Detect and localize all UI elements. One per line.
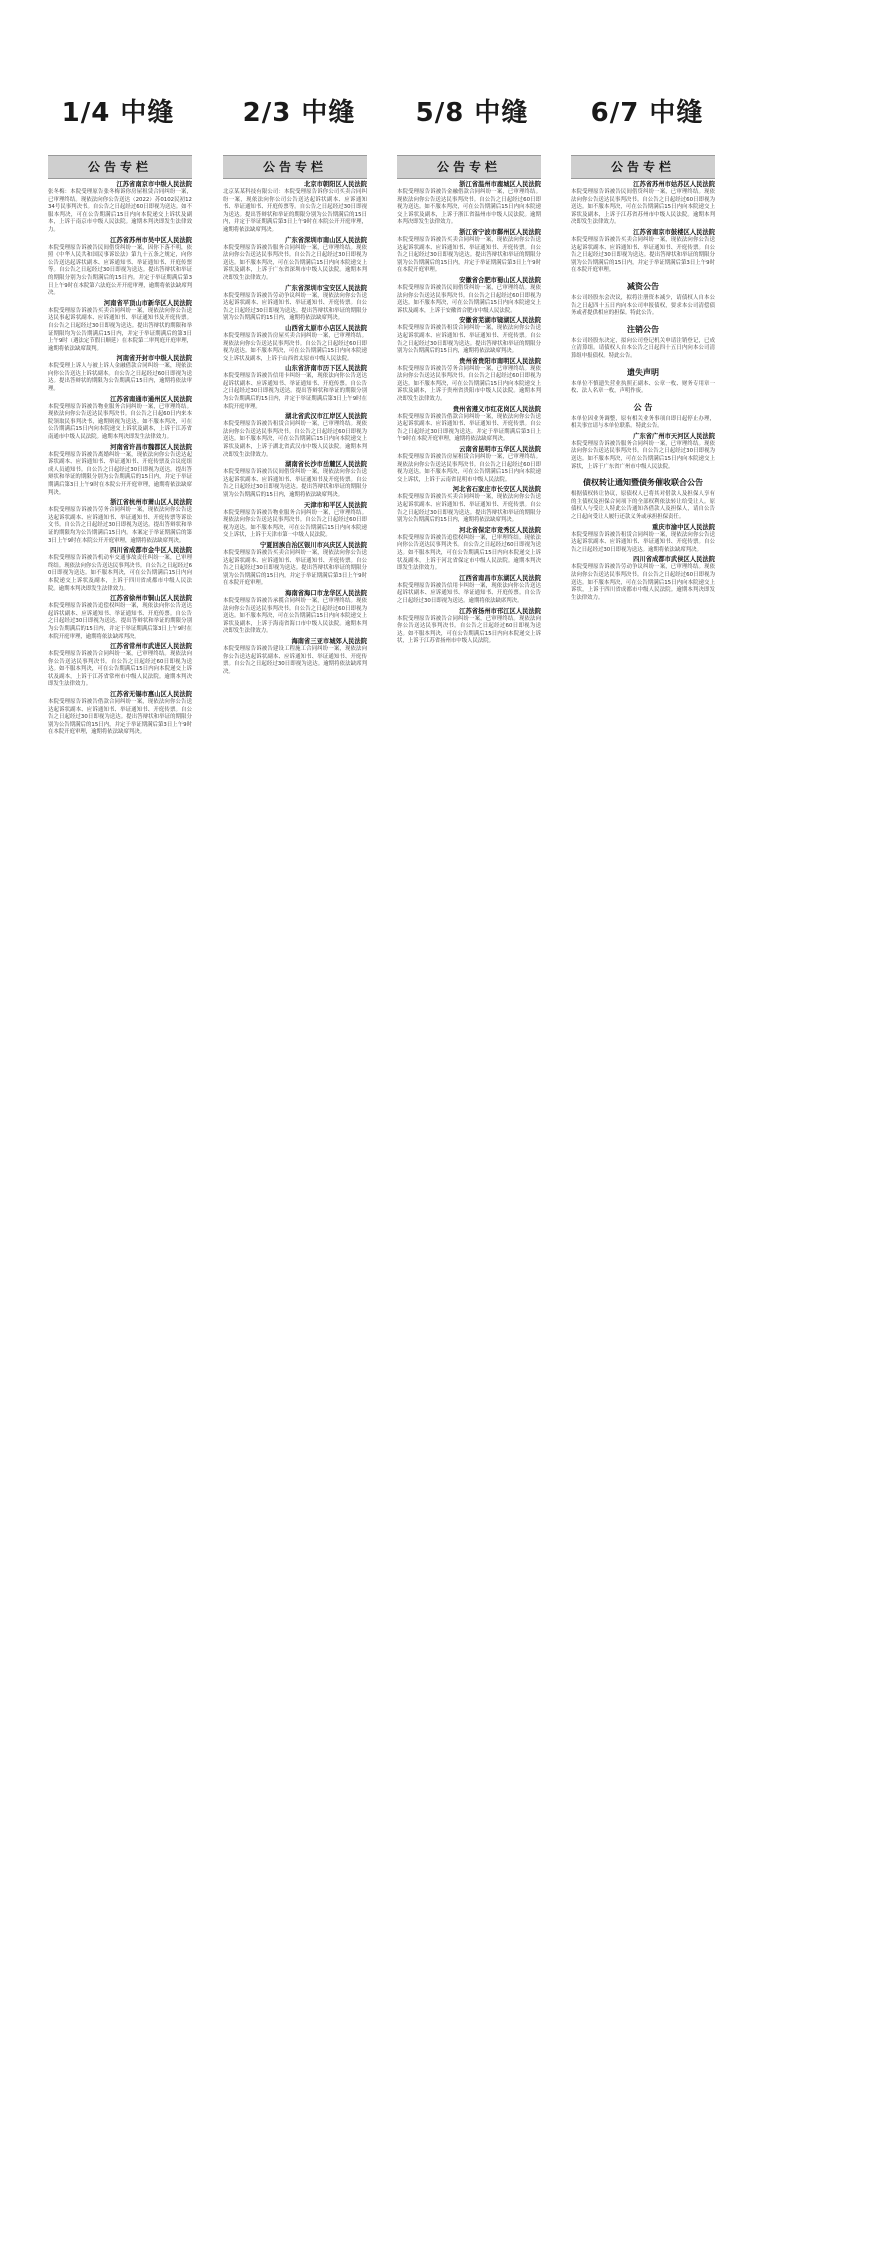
notice-item xyxy=(397,229,541,275)
notice-item xyxy=(397,358,541,404)
notice-title: 湖北省武汉市江岸区人民法院 xyxy=(285,413,367,421)
notice-text: 本院受理原告诉被告民间借贷纠纷一案，已审理终结。现依法向你公告送达民事判决书。自公告之日起经过60日即视为送达。如不服本判决，可在公告期满后15日内向本院递交上诉状及副本，上诉于安徽省合肥市中级人民法院。 xyxy=(397,284,541,314)
notice-item xyxy=(48,181,192,235)
notice-column-1 xyxy=(48,155,192,2235)
notice-item xyxy=(571,181,715,227)
column-header: 公告专栏 xyxy=(223,155,367,179)
notice-item xyxy=(48,300,192,354)
notice-text: 根据债权转让协议，原债权人已将其对借款人及担保人享有的主债权及担保合同项下的全部权利依法转让给受让人。原债权人与受让人特此公告通知各借款人及担保人，请自公告之日起向受让人履行还款义务或承担担保责任。 xyxy=(571,491,715,521)
notice-text: 本单位不慎遗失营业执照正副本、公章一枚、财务专用章一枚、法人名章一枚，声明作废。 xyxy=(571,380,715,395)
notice-title: 江苏省南京市中级人民法院 xyxy=(116,181,192,188)
notice-text: 本院受理原告诉被告金融借款合同纠纷一案，已审理终结。现依法向你公告送达民事判决书。自公告之日起经过60日即视为送达。如不服本判决，可在公告期满后15日内向本院递交上诉状及副本，上诉于浙江省温州市中级人民法院。逾期本判决即发生法律效力。 xyxy=(397,189,541,226)
notice-item xyxy=(48,595,192,641)
notice-title: 债权转让通知暨债务催收联合公告 xyxy=(583,478,703,488)
notice-item xyxy=(397,406,541,444)
notice-text: 本院受理原告诉被告借款合同纠纷一案，现依法向你公告送达起诉状副本、应诉通知书、举证通知书、开庭传票。自公告之日起经过30日即视为送达。提出答辩状和举证的期限分别为公告期满后的15日内，并定于举证期满后第3日上午9时在本院开庭审理，逾期将依法缺席判决。 xyxy=(48,699,192,736)
notice-item xyxy=(48,396,192,442)
notice-column-4 xyxy=(571,155,715,2235)
notice-title: 安徽省合肥市蜀山区人民法院 xyxy=(459,276,541,284)
notice-text: 本院受理原告诉被告承揽合同纠纷一案，已审理终结。现依法向你公告送达民事判决书。自公告之日起经过60日即视为送达。如不服本判决，可在公告期满后15日内向本院递交上诉状及副本，上诉于海南省海口市中级人民法院。逾期本判决即发生法律效力。 xyxy=(223,597,367,635)
notice-title: 浙江省温州市鹿城区人民法院 xyxy=(459,181,541,188)
notice-item xyxy=(223,461,367,499)
notice-item xyxy=(48,444,192,498)
notice-item xyxy=(48,355,192,393)
notice-item xyxy=(571,281,715,318)
column-title-3: 5/8 中缝 xyxy=(415,98,529,128)
notice-text: 本院受理原告诉被告租赁合同纠纷一案，已审理终结。现依法向你公告送达民事判决书。自公告之日起经过60日即视为送达。如不服本判决，可在公告期满后15日内向本院递交上诉状及副本，上诉于湖北省武汉市中级人民法院。逾期本判决即发生法律效力。 xyxy=(223,421,367,458)
notice-item xyxy=(571,324,715,361)
column-title-2: 2/3 中缝 xyxy=(242,98,356,128)
column-body xyxy=(48,179,192,2235)
notice-text: 本院受理原告诉被告租赁合同纠纷一案，现依法向你公告送达起诉状副本、应诉通知书、举证通知书、开庭传票。自公告之日起经过30日即视为送达。逾期将依法缺席判决。 xyxy=(571,531,715,553)
notice-item xyxy=(397,608,541,646)
column-header: 公告专栏 xyxy=(571,155,715,179)
notice-title: 广东省广州市天河区人民法院 xyxy=(633,432,715,440)
notice-text: 本院受理原告诉被告合同纠纷一案，已审理终结。现依法向你公告送达民事判决书。自公告之日起经过60日即视为送达。如不服本判决，可在公告期满后15日内向本院递交上诉状，上诉于江苏省扬州市中级人民法院。 xyxy=(397,615,541,645)
column-body xyxy=(397,179,541,2235)
notice-title: 海南省海口市龙华区人民法院 xyxy=(285,589,367,597)
notice-title: 重庆市渝中区人民法院 xyxy=(652,523,715,531)
notice-text: 本院受理原告诉被告服务合同纠纷一案，已审理终结。现依法向你公告送达民事判决书。自公告之日起经过30日即视为送达。如不服本判决，可在公告期满后15日内向本院递交上诉状及副本，上诉于广东省深圳市中级人民法院。逾期本判决即发生法律效力。 xyxy=(223,244,367,281)
notice-text: 本院受理原告诉被告物业服务合同纠纷一案，已审理终结。现依法向你公告送达民事判决书。自公告之日起经过60日即视为送达。如不服本判决，可在公告期满后15日内向本院递交上诉状，上诉于天津市第一中级人民法院。 xyxy=(223,509,367,539)
notice-title: 贵州省贵阳市南明区人民法院 xyxy=(459,357,541,365)
notice-text: 本院受理原告诉被告买卖合同纠纷一案，现依法向你公告送达起诉状副本、应诉通知书、举证通知书、开庭传票。自公告之日起经过30日即视为送达。提出答辩状和举证的期限分别为公告期满后的15日内，逾期将依法缺席判决。 xyxy=(397,494,541,524)
notice-title: 江西省南昌市东湖区人民法院 xyxy=(459,574,541,582)
notice-title: 江苏省扬州市邗江区人民法院 xyxy=(459,607,541,615)
notice-title: 河北省保定市竞秀区人民法院 xyxy=(459,526,541,534)
notice-title: 河北省石家庄市长安区人民法院 xyxy=(452,486,541,494)
notice-title: 广东省深圳市宝安区人民法院 xyxy=(285,284,367,292)
notice-text: 本院受理原告诉被告离婚纠纷一案，现依法向你公告送达起诉状副本、应诉通知书、举证通知书、开庭传票及合议庭组成人员通知书。自公告之日起经过30日即视为送达。提出答辩状和举证的期限分别为公告期满后的15日内，并定于举证期满后第3日上午9时在本院公开开庭审理，逾期将依法缺席判决。 xyxy=(48,451,192,496)
notice-title: 江苏省南京市鼓楼区人民法院 xyxy=(633,228,715,236)
notice-item xyxy=(571,229,715,275)
notice-text: 本院受理原告诉被告房屋租赁合同纠纷一案，已审理终结。现依法向你公告送达民事判决书。自公告之日起经过60日即视为送达。如不服本判决，可在公告期满后15日内向本院递交上诉状，上诉于云南省昆明市中级人民法院。 xyxy=(397,454,541,483)
notice-text: 本公司经股东会决议，拟将注册资本减少，请债权人自本公告之日起四十五日内向本公司申报债权，要求本公司清偿债务或者提供相应的担保。特此公告。 xyxy=(571,294,715,317)
notice-text: 本院受理原告诉被告机动车交通事故责任纠纷一案，已审理终结。现依法向你公告送达民事判决书。自公告之日起经过60日即视为送达。如不服本判决，可在公告期满后15日内向本院递交上诉状及副本，上诉于四川省成都市中级人民法院。逾期本判决即发生法律效力。 xyxy=(48,555,192,592)
column-header: 公告专栏 xyxy=(48,155,192,179)
notice-text: 本院受理原告诉被告买卖合同纠纷一案，现依法向你公告送达民事起诉状副本、应诉通知书、举证通知书及开庭传票。自公告之日起经过30日即视为送达。提出答辩状的期限和举证期限均为公告期满后15日内，并定于举证期满后的第3日上午9时（遇法定节假日顺延）在本院第二审判庭开庭审理，逾期将依法缺席裁判。 xyxy=(48,307,192,352)
notice-title: 注销公告 xyxy=(627,324,659,334)
notice-item xyxy=(397,446,541,484)
notice-title: 江苏省无锡市惠山区人民法院 xyxy=(110,691,192,699)
notice-text: 本院受理原告诉被告物业服务合同纠纷一案，已审理终结。现依法向你公告送达民事判决书。自公告之日起60日内来本院领取民事判决书，逾期则视为送达。如不服本判决，可在公告期满后15日内向本院递交上诉状及副本，上诉于江苏省南通市中级人民法院。逾期本判决即发生法律效力。 xyxy=(48,403,192,441)
notice-text: 北京某某科技有限公司：本院受理原告诉你公司买卖合同纠纷一案，现依法向你公司公告送达起诉状副本、应诉通知书、举证通知书、开庭传票等。自公告之日起经过30日即视为送达。提出答辩状和举证的期限分别为公告期满后的15日内，并定于举证期满后第3日上午9时在本院公开开庭审理，逾期将依法缺席判决。 xyxy=(223,189,367,233)
notice-title: 浙江省宁波市鄞州区人民法院 xyxy=(459,228,541,236)
notice-text: 本单位因业务调整，原有相关业务事项自即日起停止办理，相关事宜请与本单位联系。特此公告。 xyxy=(571,415,715,430)
notice-item xyxy=(223,502,367,540)
notice-title: 遗失声明 xyxy=(627,367,659,377)
notice-text: 本院受理原告诉被告信用卡纠纷一案，现依法向你公告送达起诉状副本、应诉通知书、举证通知书、开庭传票。自公告之日起经过30日即视为送达。逾期将依法缺席判决。 xyxy=(397,582,541,604)
notice-item xyxy=(48,643,192,689)
notice-title: 北京市朝阳区人民法院 xyxy=(304,181,367,188)
notice-item xyxy=(48,499,192,545)
notice-item xyxy=(571,433,715,471)
notice-item xyxy=(48,691,192,737)
notice-title: 河南省开封市中级人民法院 xyxy=(116,355,192,363)
notice-text: 本院受理原告诉被告劳动争议纠纷一案，已审理终结。现依法向你公告送达民事判决书。自公告之日起经过60日即视为送达。如不服本判决，可在公告期满后15日内向本院递交上诉状，上诉于四川省成都市中级人民法院。逾期本判决即发生法律效力。 xyxy=(571,564,715,601)
notice-title: 减资公告 xyxy=(627,281,659,291)
notice-title: 江苏省苏州市吴中区人民法院 xyxy=(110,236,192,244)
notice-text: 本院受理原告诉被告服务合同纠纷一案，已审理终结。现依法向你公告送达民事判决书。自公告之日起经过30日即视为送达。如不服本判决，可在公告期满后15日内向本院递交上诉状，上诉于广东省广州市中级人民法院。 xyxy=(571,440,715,470)
notice-text: 本院受理原告诉被告合同纠纷一案，已审理终结。现依法向你公告送达民事判决书。自公告之日起经过60日即视为送达。如不服本判决，可在公告期满后15日内向本院递交上诉状及副本，上诉于江苏省常州市中级人民法院。逾期本判决即发生法律效力。 xyxy=(48,651,192,688)
notice-item xyxy=(571,477,715,521)
notice-item xyxy=(223,542,367,588)
notice-item xyxy=(223,325,367,363)
notice-title: 山东省济南市历下区人民法院 xyxy=(285,365,367,373)
column-title-4: 6/7 中缝 xyxy=(590,98,704,128)
notice-text: 本院受理原告诉被告劳动争议纠纷一案，现依法向你公告送达起诉状副本、应诉通知书、举证通知书、开庭传票。自公告之日起经过30日即视为送达。提出答辩状和举证的期限分别为公告期满后的15日内，逾期将依法缺席判决。 xyxy=(223,292,367,322)
notice-text: 本院受理原告诉被告民间借贷纠纷一案，已审理终结。现依法向你公告送达民事判决书。自公告之日起经过60日即视为送达。如不服本判决，可在公告期满后15日内向本院递交上诉状及副本，上诉于江苏省苏州市中级人民法院。逾期本判决即发生法律效力。 xyxy=(571,189,715,226)
notice-text: 本院受理原告诉被告借款合同纠纷一案，现依法向你公告送达起诉状副本、应诉通知书、举证通知书、开庭传票。自公告之日起经过30日即视为送达。并定于举证期满后第3日上午9时在本院开庭审理，逾期将依法缺席判决。 xyxy=(397,413,541,443)
notice-text: 本院受理原告诉被告房屋买卖合同纠纷一案，已审理终结。现依法向你公告送达民事判决书。自公告之日起经过60日即视为送达。如不服本判决，可在公告期满后15日内向本院递交上诉状及副本，上诉于山西省太原市中级人民法院。 xyxy=(223,332,367,362)
column-body xyxy=(223,179,367,2235)
notice-item xyxy=(223,365,367,411)
notice-title: 浙江省杭州市萧山区人民法院 xyxy=(110,499,192,507)
notice-item xyxy=(223,413,367,459)
notice-text: 本院受理原告诉被告劳务合同纠纷一案，现依法向你公告送达起诉状副本、应诉通知书、举证通知书、开庭传票等诉讼文书。自公告之日起经过30日即视为送达。提出答辩状和举证的期限均为公告期满后15日内。本案定于举证期满后的第3日上午9时在本院公开开庭审理，逾期将依法缺席判决。 xyxy=(48,507,192,544)
notice-text: 本院受理原告诉被告信用卡纠纷一案，现依法向你公告送达起诉状副本、应诉通知书、举证通知书、开庭传票。自公告之日起经过30日即视为送达。提出答辩状和举证的期限分别为公告期满后的15日内，并定于举证期满后第3日上午9时在本院开庭审理。 xyxy=(223,373,367,410)
notice-column-2 xyxy=(223,155,367,2235)
notice-item xyxy=(223,285,367,323)
notice-text: 本公司经股东决定，拟向公司登记机关申请注销登记，已成立清算组。请债权人自本公告之日起四十五日内向本公司清算组申报债权。特此公告。 xyxy=(571,337,715,359)
notice-text: 本院受理原告诉被告买卖合同纠纷一案，现依法向你公告送达起诉状副本、应诉通知书、举证通知书、开庭传票。自公告之日起经过30日即视为送达。提出答辩状和举证的期限分别为公告期满后的15日内，并定于举证期满后第3日上午9时在本院开庭审理。 xyxy=(223,549,367,587)
notice-text: 本院受理原告诉被告民间借贷纠纷一案，因你下落不明，依照《中华人民共和国民事诉讼法》第九十五条之规定，向你公告送达起诉状副本、应诉通知书、举证通知书、开庭传票等。自公告之日起经过30日即视为送达。提出答辩状和举证的期限分别为公告期满后的15日内。并定于举证期满后第3日上午9时在本院第六法庭公开开庭审理，逾期将依法缺席判决。 xyxy=(48,244,192,297)
notice-item xyxy=(571,402,715,431)
notice-item xyxy=(48,547,192,593)
notice-title: 湖南省长沙市岳麓区人民法院 xyxy=(285,461,367,469)
notice-item xyxy=(397,527,541,573)
notice-title: 海南省三亚市城郊人民法院 xyxy=(291,637,367,645)
column-body xyxy=(571,179,715,2235)
notice-item xyxy=(571,556,715,602)
notice-text: 本院受理原告诉被告追偿权纠纷一案，已审理终结。现依法向你公告送达民事判决书。自公告之日起经过60日即视为送达。如不服本判决，可在公告期满后15日内向本院递交上诉状及副本，上诉于河北省保定市中级人民法院。逾期本判决即发生法律效力。 xyxy=(397,534,541,572)
notice-item xyxy=(223,237,367,283)
notice-item xyxy=(397,575,541,606)
notice-column-3 xyxy=(397,155,541,2235)
notice-text: 本院受理上诉人与被上诉人金融借款合同纠纷一案，现依法向你公告送达上诉状副本。自公告之日起经过60日即视为送达。提出答辩状的期限为公告期满后15日内，逾期将依法审理。 xyxy=(48,363,192,393)
notice-item xyxy=(48,237,192,298)
notice-item xyxy=(571,367,715,396)
notice-text: 本院受理原告诉被告买卖合同纠纷一案，现依法向你公告送达起诉状副本、应诉通知书、举证通知书、开庭传票。自公告之日起经过30日即视为送达。提出答辩状和举证的期限分别为公告期满后的15日内，并定于举证期满后第3日上午9时在本院开庭审理。 xyxy=(571,236,715,274)
notice-item xyxy=(223,181,367,235)
notice-title: 贵州省遵义市红花岗区人民法院 xyxy=(452,405,541,413)
notice-text: 本院受理原告诉被告建设工程施工合同纠纷一案，现依法向你公告送达起诉状副本、应诉通知书、举证通知书、开庭传票。自公告之日起经过30日即视为送达。逾期将依法缺席判决。 xyxy=(223,645,367,675)
notice-item xyxy=(397,486,541,524)
notice-title: 河南省平顶山市新华区人民法院 xyxy=(103,299,192,307)
notice-text: 本院受理原告诉被告民间借贷纠纷一案，现依法向你公告送达起诉状副本、应诉通知书、举证通知书及开庭传票。自公告之日起经过30日即视为送达。提出答辩状和举证的期限分别为公告期满后的15日内，逾期将依法缺席判决。 xyxy=(223,469,367,498)
notice-title: 江苏省苏州市姑苏区人民法院 xyxy=(633,181,715,188)
notice-item xyxy=(223,638,367,676)
column-title-1: 1/4 中缝 xyxy=(61,98,175,128)
notice-item xyxy=(397,317,541,355)
notice-item xyxy=(223,590,367,636)
notice-title: 江苏省徐州市铜山区人民法院 xyxy=(110,595,192,603)
notice-title: 江苏省南通市通州区人民法院 xyxy=(110,395,192,403)
notice-title: 公 告 xyxy=(633,402,653,412)
notice-item xyxy=(397,181,541,227)
notice-title: 天津市和平区人民法院 xyxy=(304,501,367,509)
notice-title: 河南省许昌市魏都区人民法院 xyxy=(110,443,192,451)
column-header: 公告专栏 xyxy=(397,155,541,179)
notice-text: 本院受理原告诉被告追偿权纠纷一案，现依法向你公告送达起诉状副本、应诉通知书、举证通知书、开庭传票。自公告之日起经过30日即视为送达。提出答辩状和举证的期限分别为公告期满后的15日内，并定于举证期满后第3日上午9时在本院开庭审理，逾期将依法缺席判决。 xyxy=(48,603,192,640)
notice-item xyxy=(397,277,541,315)
notice-title: 云南省昆明市五华区人民法院 xyxy=(459,446,541,454)
notice-title: 四川省成都市金牛区人民法院 xyxy=(110,547,192,555)
notice-title: 宁夏回族自治区银川市兴庆区人民法院 xyxy=(259,541,367,549)
notice-text: 本院受理原告诉被告买卖合同纠纷一案，现依法向你公告送达起诉状副本、应诉通知书、举证通知书、开庭传票。自公告之日起经过30日即视为送达。提出答辩状和举证的期限分别为公告期满后的15日内，并定于举证期满后第3日上午9时在本院开庭审理。 xyxy=(397,236,541,274)
notice-item xyxy=(571,524,715,555)
notice-title: 四川省成都市武侯区人民法院 xyxy=(633,556,715,564)
notice-title: 安徽省芜湖市镜湖区人民法院 xyxy=(459,317,541,325)
notice-text: 本院受理原告诉被告劳务合同纠纷一案，已审理终结。现依法向你公告送达民事判决书。自公告之日起经过60日即视为送达。如不服本判决，可在公告期满后15日内向本院递交上诉状及副本，上诉于贵州省贵阳市中级人民法院。逾期本判决即发生法律效力。 xyxy=(397,365,541,403)
notice-title: 广东省深圳市南山区人民法院 xyxy=(285,236,367,244)
notice-title: 江苏省常州市武进区人民法院 xyxy=(110,643,192,651)
notice-text: 本院受理原告诉被告租赁合同纠纷一案，现依法向你公告送达起诉状副本、应诉通知书、举证通知书、开庭传票。自公告之日起经过30日即视为送达。提出答辩状和举证的期限分别为公告期满后的15日内，逾期将依法缺席判决。 xyxy=(397,325,541,355)
notice-title: 山西省太原市小店区人民法院 xyxy=(285,324,367,332)
notice-text: 张冬梅：本院受理原告张冬梅诉你房屋租赁合同纠纷一案，已审理终结。现依法向你公告送达（2022）苏0102民初1234号民事判决书。自公告之日起经过60日即视为送达。如不服本判决，可在公告期满后15日内向本院递交上诉状及副本，上诉于南京市中级人民法院。逾期本判决即发生法律效力。 xyxy=(48,189,192,233)
